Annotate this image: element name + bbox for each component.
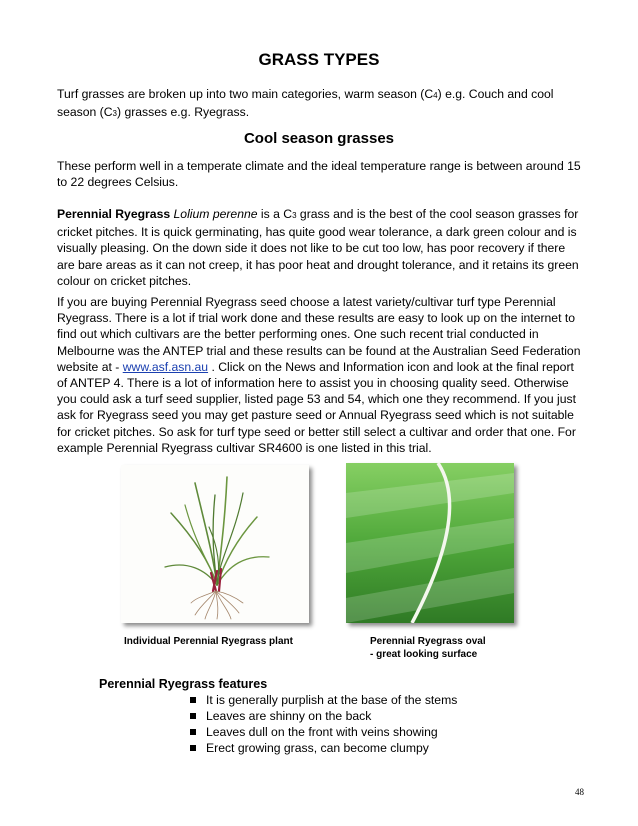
ryegrass-plant-illustration [121,465,309,623]
ryegrass-plant-photo [121,465,309,623]
climate-paragraph: These perform well in a temperate climate and the ideal temperature range is between around 15 to 22 degrees Celsius. [57,159,581,190]
square-bullet-icon [190,729,196,735]
section-heading: Cool season grasses [243,130,395,147]
page-title: GRASS TYPES [258,50,380,69]
perennial-paragraph: Perennial Ryegrass Lolium perenne is a C3 grass and is the best of the cool season grasses for cricket pitches. It is quick germinating, has quite good wear tolerance, a dark green colour and is visually pleasing. On the down side it does not like to be cut too low, has poor recovery if there are bare areas as it can not creep, it has poor heat and drought tolerance, and it retains its green colour on cricket pitches. [57,207,579,288]
oval-photo-caption: Perennial Ryegrass oval - great looking surface [370,636,486,660]
square-bullet-icon [190,697,196,703]
list-item: Leaves are shinny on the back [190,708,457,724]
list-item: It is generally purplish at the base of the stems [190,692,457,708]
page-number: 48 [575,787,584,797]
buying-paragraph: If you are buying Perennial Ryegrass seed choose a latest variety/cultivar turf type Perennial Ryegrass. There is a lot if trial work done and these results are easy to look up on the internet to find out which cultivars are the better performing ones. One such recent trial conducted in Melbourne was the ANTEP trial and these results can be found at the Australian Seed Federation website at - www.asf.asn.au . Click on the News and Information icon and look at the final report of ANTEP 4. There is a lot of information here to assist you in choosing quality seed. Otherwise you could ask a turf seed supplier, listed page 53 and 54, which one they recommend. If you just ask for Ryegrass seed you may get pasture seed or Annual Ryegrass seed which is not suitable for cricket pitches. So ask for turf type seed or better still select a cultivar and order that one. For example Perennial Ryegrass cultivar SR4600 is one listed in this trial. [57,295,581,455]
features-title: Perennial Ryegrass features [99,677,268,691]
oval-grass-illustration [346,463,514,623]
plant-photo-caption: Individual Perennial Ryegrass plant [124,636,293,647]
square-bullet-icon [190,745,196,751]
features-list [190,692,457,756]
list-item: Leaves dull on the front with veins showing [190,724,457,740]
intro-paragraph: Turf grasses are broken up into two main categories, warm season (C4) e.g. Couch and cool season (C3) grasses e.g. Ryegrass. [57,87,554,120]
asf-website-link[interactable]: www.asf.asn.au [122,359,209,374]
list-item: Erect growing grass, can become clumpy [190,740,457,756]
ryegrass-oval-photo [346,463,514,623]
square-bullet-icon [190,713,196,719]
